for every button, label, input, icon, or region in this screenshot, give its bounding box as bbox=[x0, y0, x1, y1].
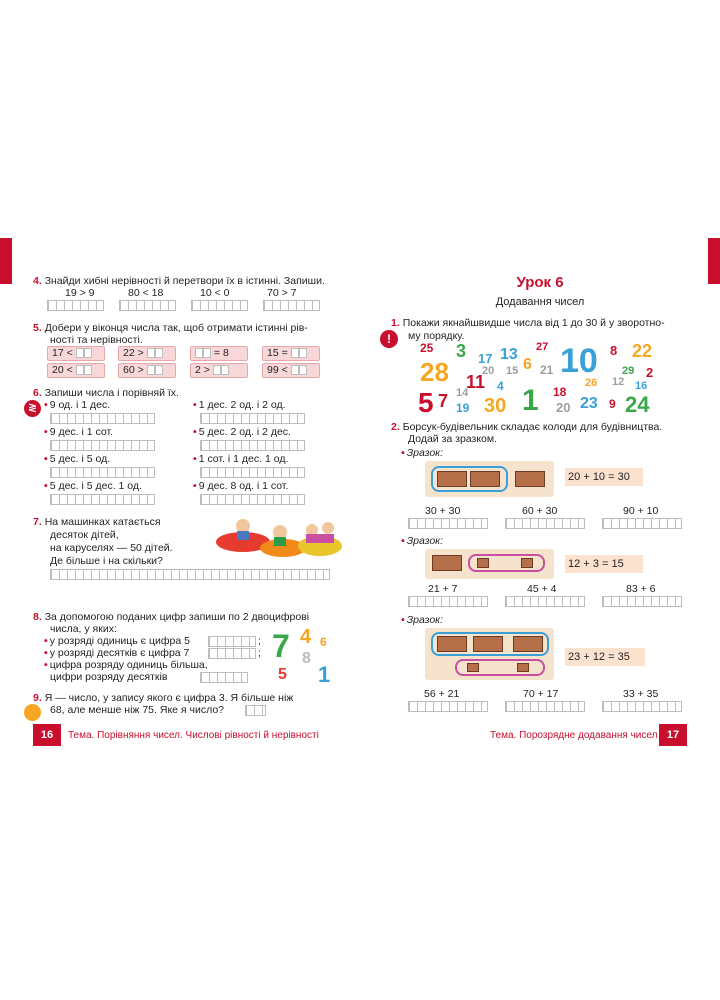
sample-equation: 20 + 10 = 30 bbox=[565, 468, 643, 486]
number-card[interactable]: 1 bbox=[522, 384, 539, 417]
answer-grid[interactable] bbox=[602, 596, 682, 607]
number-card[interactable]: 18 bbox=[553, 385, 567, 399]
task1 bbox=[391, 317, 691, 330]
compare-item: • 9 дес. 8 од. і 1 сот. bbox=[193, 480, 289, 492]
compare-item: • 1 дес. 2 од. і 2 од. bbox=[193, 399, 286, 411]
task-text: Де більше і на скільки? bbox=[50, 555, 163, 567]
fill-box[interactable] bbox=[47, 346, 105, 361]
answer-grid[interactable] bbox=[408, 701, 488, 712]
number-card[interactable]: 6 bbox=[523, 356, 532, 373]
box-text: = 8 bbox=[213, 347, 229, 359]
answer-grid[interactable] bbox=[263, 300, 320, 311]
number-card[interactable]: 22 bbox=[632, 341, 653, 361]
compare-item: • 5 дес. і 5 дес. 1 од. bbox=[44, 480, 142, 492]
answer-grid[interactable] bbox=[119, 300, 176, 311]
condition-item: • у розряді десятків є цифра 7 bbox=[44, 647, 190, 659]
answer-grid[interactable] bbox=[200, 672, 248, 683]
task-number: 8. bbox=[33, 611, 42, 623]
separator: ; bbox=[258, 647, 261, 659]
inequality-item: 80 < 18 bbox=[128, 287, 164, 299]
answer-grid[interactable] bbox=[200, 467, 305, 478]
digit-card: 5 bbox=[278, 666, 287, 683]
sample-label: • Зразок: bbox=[401, 614, 444, 626]
box-text: 99 < bbox=[267, 364, 288, 376]
answer-grid[interactable] bbox=[50, 494, 155, 505]
compare-item: • 5 дес. 2 од. і 2 дес. bbox=[193, 426, 291, 438]
lightbulb-icon bbox=[24, 704, 41, 721]
attention-icon: ! bbox=[380, 330, 398, 348]
digit-card: 1 bbox=[318, 662, 331, 687]
number-card[interactable]: 4 bbox=[497, 379, 504, 393]
task-text: числа, у яких: bbox=[50, 623, 117, 635]
number-card[interactable]: 26 bbox=[585, 377, 598, 389]
digit-card: 7 bbox=[272, 628, 290, 664]
page-topic: Тема. Порозрядне додавання чисел bbox=[490, 730, 658, 741]
exercise: 21 + 7 bbox=[428, 583, 458, 595]
sample-equation: 12 + 3 = 15 bbox=[565, 555, 643, 573]
exercise: 60 + 30 bbox=[522, 505, 558, 517]
exercise: 70 + 17 bbox=[523, 688, 559, 700]
lesson-subtitle: Додавання чисел bbox=[495, 296, 585, 308]
page-topic: Тема. Порівняння чисел. Числові рівності й нерівності bbox=[68, 730, 319, 741]
condition-item: цифри розряду десятків bbox=[50, 671, 168, 683]
task-number: 6. bbox=[33, 387, 42, 399]
number-card[interactable]: 24 bbox=[625, 392, 650, 417]
answer-grid[interactable] bbox=[50, 440, 155, 451]
fill-box[interactable] bbox=[190, 363, 248, 378]
task-text: Додай за зразком. bbox=[408, 433, 498, 445]
answer-grid[interactable] bbox=[50, 413, 155, 424]
task-text: Добери у віконця числа так, щоб отримати істинні рів- bbox=[44, 322, 308, 334]
number-card[interactable]: 11 bbox=[466, 372, 486, 392]
number-card[interactable]: 8 bbox=[610, 343, 618, 358]
sample-label: • Зразок: bbox=[401, 535, 444, 547]
compare-item: • 1 сот. і 1 дес. 1 од. bbox=[193, 453, 289, 465]
fill-box[interactable] bbox=[262, 346, 320, 361]
answer-grid[interactable] bbox=[200, 413, 305, 424]
logs-diagram bbox=[425, 628, 554, 680]
box-text: 20 < bbox=[52, 364, 73, 376]
task-text: на каруселях — 50 дітей. bbox=[50, 542, 173, 554]
task-number: 1. bbox=[391, 317, 400, 329]
box-text: 22 > bbox=[123, 347, 144, 359]
digit-card: 4 bbox=[300, 626, 312, 648]
number-card[interactable]: 17 bbox=[478, 351, 493, 366]
number-card[interactable]: 15 bbox=[506, 365, 519, 377]
task-number: 5. bbox=[33, 322, 42, 334]
number-card[interactable]: 13 bbox=[500, 346, 518, 363]
lesson-title: Урок 6 bbox=[516, 274, 564, 291]
task-text: Я — число, у запису якого є цифра 3. Я більше ніж bbox=[44, 692, 294, 704]
number-card[interactable]: 5 bbox=[418, 387, 434, 418]
exercise: 83 + 6 bbox=[626, 583, 656, 595]
fill-box[interactable] bbox=[118, 363, 176, 378]
compare-item: • 9 дес. і 1 сот. bbox=[44, 426, 114, 438]
task-text: За допомогою поданих цифр запиши по 2 двоцифрові bbox=[44, 611, 310, 623]
task-text: Запиши числа і порівняй їх. bbox=[44, 387, 179, 399]
fill-box[interactable] bbox=[118, 346, 176, 361]
inequality-item: 70 > 7 bbox=[267, 287, 297, 299]
number-card[interactable]: 25 bbox=[420, 341, 434, 355]
exercise: 45 + 4 bbox=[527, 583, 557, 595]
box-text: 60 > bbox=[123, 364, 144, 376]
number-card[interactable]: 10 bbox=[560, 342, 598, 380]
answer-grid[interactable] bbox=[245, 705, 266, 716]
exercise: 30 + 30 bbox=[425, 505, 461, 517]
condition-item: • цифра розряду одиниць більша, bbox=[44, 659, 208, 671]
answer-grid[interactable] bbox=[505, 596, 585, 607]
task-number: 2. bbox=[391, 421, 400, 433]
answer-grid[interactable] bbox=[408, 518, 488, 529]
exercise: 56 + 21 bbox=[424, 688, 460, 700]
number-card[interactable]: 3 bbox=[456, 341, 467, 361]
logs-diagram bbox=[425, 549, 554, 579]
box-text: 2 > bbox=[195, 364, 210, 376]
answer-grid[interactable] bbox=[408, 596, 488, 607]
task7: 7. На машинках катається bbox=[33, 516, 161, 528]
number-card[interactable]: 29 bbox=[622, 365, 635, 377]
task-number: 9. bbox=[33, 692, 42, 704]
number-card[interactable]: 21 bbox=[540, 363, 554, 377]
task-text: Покажи якнайшвидше числа від 1 до 30 й у зворотно- bbox=[402, 317, 665, 329]
page-number: 16 bbox=[33, 724, 61, 746]
digit-card: 8 bbox=[302, 650, 311, 667]
compare-item: • 9 од. і 1 дес. bbox=[44, 399, 111, 411]
sample-equation: 23 + 12 = 35 bbox=[565, 648, 645, 666]
task-text: десяток дітей, bbox=[50, 529, 119, 541]
fill-box[interactable] bbox=[262, 363, 320, 378]
box-text: 17 < bbox=[52, 347, 73, 359]
inequality-item: 19 > 9 bbox=[65, 287, 95, 299]
number-card[interactable]: 27 bbox=[536, 341, 549, 353]
digit-card: 6 bbox=[320, 635, 327, 649]
number-card[interactable]: 23 bbox=[580, 395, 598, 412]
fill-box[interactable] bbox=[47, 363, 105, 378]
answer-grid[interactable] bbox=[602, 518, 682, 529]
number-card[interactable]: 14 bbox=[456, 387, 469, 399]
number-card[interactable]: 28 bbox=[420, 357, 449, 387]
compare-icon: ≷ bbox=[24, 400, 41, 417]
box-text: 15 = bbox=[267, 347, 288, 359]
task-text: ності та нерівності. bbox=[50, 334, 143, 346]
number-card[interactable]: 16 bbox=[635, 380, 648, 392]
logs-diagram bbox=[425, 461, 554, 497]
sample-label: • Зразок: bbox=[401, 447, 444, 459]
number-card[interactable]: 20 bbox=[482, 365, 495, 377]
left-edge-tab bbox=[0, 238, 12, 284]
right-edge-tab bbox=[708, 238, 720, 284]
task-text: 68, але менше ніж 75. Яке я число? bbox=[50, 704, 225, 716]
separator: ; bbox=[258, 635, 261, 647]
answer-grid[interactable] bbox=[208, 648, 256, 659]
number-card[interactable]: 19 bbox=[456, 401, 470, 415]
task-text: Знайди хибні нерівності й перетвори їх в істинні. Запиши. bbox=[44, 275, 325, 287]
answer-grid[interactable] bbox=[47, 300, 104, 311]
answer-grid[interactable] bbox=[505, 518, 585, 529]
answer-grid[interactable] bbox=[208, 636, 256, 647]
exercise: 33 + 35 bbox=[623, 688, 659, 700]
number-card[interactable]: 7 bbox=[438, 391, 449, 411]
number-card[interactable]: 2 bbox=[646, 365, 654, 380]
answer-grid[interactable] bbox=[602, 701, 682, 712]
task-number: 7. bbox=[33, 516, 42, 528]
task-text: му порядку. bbox=[408, 330, 465, 342]
exercise: 90 + 10 bbox=[623, 505, 659, 517]
answer-grid[interactable] bbox=[200, 494, 305, 505]
answer-grid[interactable] bbox=[200, 440, 305, 451]
number-card[interactable]: 12 bbox=[612, 376, 625, 388]
fill-box[interactable] bbox=[190, 346, 248, 361]
number-card[interactable]: 20 bbox=[556, 400, 571, 415]
page-number: 17 bbox=[659, 724, 687, 746]
answer-grid[interactable] bbox=[50, 467, 155, 478]
number-card[interactable]: 30 bbox=[484, 395, 507, 417]
answer-grid[interactable] bbox=[191, 300, 248, 311]
compare-item: • 5 дес. і 5 од. bbox=[44, 453, 111, 465]
condition-item: • у розряді одиниць є цифра 5 bbox=[44, 635, 190, 647]
task-number: 4. bbox=[33, 275, 42, 287]
inequality-item: 10 < 0 bbox=[200, 287, 230, 299]
task-text: Борсук-будівельник складає колоди для будівництва. bbox=[402, 421, 663, 433]
bumper-cars-illustration bbox=[208, 512, 343, 560]
answer-grid[interactable] bbox=[505, 701, 585, 712]
answer-grid[interactable] bbox=[50, 569, 330, 580]
number-card[interactable]: 9 bbox=[609, 397, 616, 411]
